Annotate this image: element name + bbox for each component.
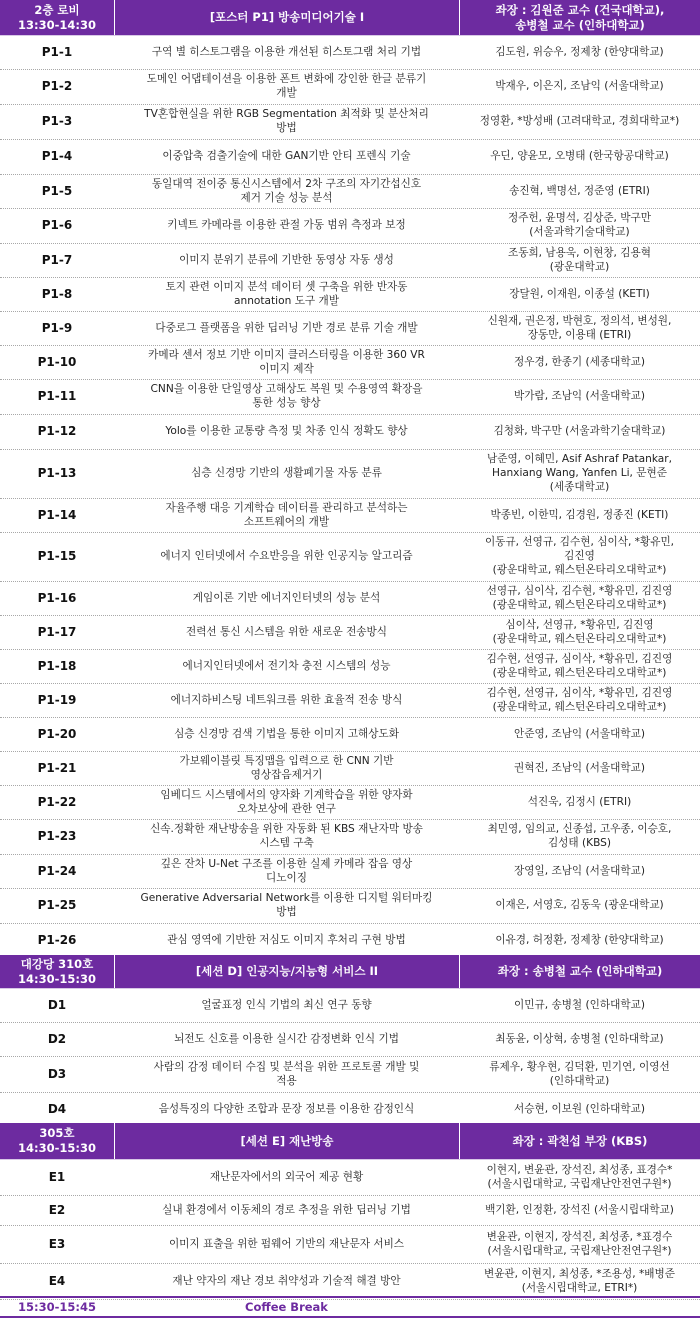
session-chair: 좌장 : 곽천섭 부장 (KBS) [459, 1123, 700, 1159]
paper-authors: 정영환, *방성배 (고려대학교, 경희대학교*) [479, 115, 680, 128]
paper-authors: 송진혁, 백명선, 정준영 (ETRI) [509, 184, 650, 197]
paper-authors: 박가람, 조남익 (서울대학교) [514, 390, 645, 403]
session-time: 대강당 310호 14:30-15:30 [18, 956, 96, 986]
paper-authors: 변윤관, 이현지, 장석진, 최성종, *표경수 (서울시립대학교, 국립재난안전연구원*) [486, 1230, 673, 1257]
table-row [0, 752, 700, 786]
paper-title: 키넥트 카메라를 이용한 관절 가동 범위 측정과 보정 [167, 219, 406, 232]
paper-title: 음성특징의 다양한 조합과 문장 정보를 이용한 감정인식 [158, 1103, 415, 1116]
table-row [0, 1196, 700, 1226]
paper-id: P1-5 [41, 183, 73, 198]
paper-title: TV혼합현실을 위한 RGB Segmentation 최적화 및 분산처리 방법 [144, 108, 429, 134]
paper-authors: 백기환, 인정환, 장석진 (서울시립대학교) [485, 1203, 674, 1216]
session-header [0, 955, 700, 989]
table-row [0, 1226, 700, 1264]
paper-title: 심층 신경망 검색 기법을 통한 이미지 고해상도화 [174, 727, 399, 740]
paper-id: D4 [47, 1102, 67, 1117]
paper-id: P1-16 [37, 590, 77, 605]
session-chair: 좌장 : 송병철 교수 (인하대학교) [459, 955, 700, 988]
table-row [0, 450, 700, 499]
paper-id: E2 [48, 1202, 66, 1217]
paper-id: E1 [48, 1169, 66, 1184]
table-row [0, 209, 700, 244]
table-row [0, 175, 700, 209]
paper-authors: 안준영, 조남익 (서울대학교) [514, 727, 645, 740]
paper-title: 사람의 감정 데이터 수집 및 분석을 위한 프로토콜 개발 및 적용 [153, 1060, 420, 1087]
paper-id: P1-26 [37, 933, 77, 948]
session-time: 2층 로비 13:30-14:30 [18, 2, 96, 32]
coffee-break-label: Coffee Break [245, 1299, 328, 1314]
coffee-break-time: 15:30-15:45 [18, 1299, 96, 1314]
paper-id: P1-3 [41, 114, 73, 129]
paper-authors: 남준영, 이혜민, Asif Ashraf Patankar, Hanxiang Wang, Yanfen Li, 문현준 (세종대학교) [486, 453, 673, 493]
session-header [0, 1123, 700, 1160]
paper-id: P1-15 [37, 549, 77, 564]
table-row [0, 1264, 700, 1300]
paper-title: 임베디드 시스템에서의 양자화 기계학습을 위한 양자화 오차보상에 관한 연구 [160, 788, 413, 815]
paper-id: P1-1 [41, 44, 73, 59]
paper-title: 에너지 인터넷에서 수요반응을 위한 인공지능 알고리즘 [160, 550, 413, 563]
table-row [0, 718, 700, 752]
paper-title: 도메인 어댑테이션을 이용한 폰트 변화에 강인한 한글 분류기 개발 [146, 73, 427, 99]
paper-id: P1-11 [37, 389, 77, 404]
table-row [0, 346, 700, 380]
paper-title: 이미지 표출을 위한 펌웨어 기반의 재난문자 서비스 [168, 1237, 405, 1250]
paper-title: 이미지 분위기 분류에 기반한 동영상 자동 생성 [179, 253, 394, 266]
paper-id: P1-9 [41, 320, 73, 335]
paper-title: 게임이론 기반 에너지인터넷의 성능 분석 [192, 591, 381, 604]
paper-id: P1-7 [41, 252, 73, 267]
paper-authors: 이현지, 변윤관, 장석진, 최성종, 표경수* (서울시립대학교, 국립재난안전연구원*) [486, 1163, 673, 1190]
paper-title: 카메라 센서 정보 기반 이미지 클러스터링을 이용한 360 VR 이미지 제작 [148, 348, 425, 375]
session-chair: 좌장 : 김원준 교수 (건국대학교), 송병철 교수 (인하대학교) [459, 0, 700, 35]
table-row [0, 1057, 700, 1093]
table-row [0, 70, 700, 105]
paper-title: 에너지하비스팅 네트워크를 위한 효율적 전송 방식 [170, 693, 403, 706]
paper-authors: 박종빈, 이한믹, 김경원, 정종진 (KETI) [490, 508, 669, 521]
paper-authors: 류제우, 황우현, 김덕환, 민기연, 이영선 (인하대학교) [489, 1060, 670, 1087]
paper-id: P1-13 [37, 466, 77, 481]
table-row [0, 380, 700, 415]
paper-title: 동일대역 전이중 통신시스템에서 2차 구조의 자기간섭신호 제거 기술 성능 분석 [151, 177, 422, 204]
paper-title: 뇌전도 신호를 이용한 실시간 감정변화 인식 기법 [174, 1032, 399, 1045]
paper-title: 얼굴표정 인식 기법의 최신 연구 동향 [201, 998, 372, 1011]
table-row [0, 855, 700, 889]
paper-id: P1-17 [37, 624, 77, 639]
paper-id: P1-18 [37, 658, 77, 673]
table-row [0, 889, 700, 924]
paper-id: D1 [47, 997, 67, 1012]
paper-title: 실내 환경에서 이동체의 경로 추정을 위한 딥러닝 기법 [162, 1203, 411, 1216]
paper-title: 심층 신경망 기반의 생활폐기물 자동 분류 [191, 467, 382, 480]
paper-title: 이중압축 검출기술에 대한 GAN기반 안티 포렌식 기술 [162, 150, 411, 163]
paper-authors: 심이삭, 선영규, *황유민, 김진영 (광운대학교, 웨스턴온타리오대학교*) [492, 618, 667, 645]
coffee-break-row [0, 1296, 700, 1318]
paper-id: P1-2 [41, 79, 73, 94]
paper-title: 재난문자에서의 외국어 제공 현황 [209, 1170, 364, 1183]
table-row [0, 499, 700, 533]
table-row [0, 36, 700, 70]
paper-authors: 김도원, 위승우, 정제창 (한양대학교) [495, 45, 664, 58]
table-row [0, 616, 700, 650]
paper-id: P1-19 [37, 692, 77, 707]
table-row [0, 582, 700, 616]
session-title: [세션 E] 재난방송 [114, 1123, 459, 1159]
table-row [0, 278, 700, 312]
table-row [0, 140, 700, 175]
paper-id: P1-8 [41, 286, 73, 301]
paper-title: 가보웨이블릿 특징맵을 입력으로 한 CNN 기반 영상잡음제거기 [179, 754, 394, 781]
session-title: [포스터 P1] 방송미디어기술 I [114, 0, 459, 35]
paper-id: P1-22 [37, 794, 77, 809]
paper-title: 신속.정확한 재난방송을 위한 자동화 된 KBS 재난자막 방송 시스템 구축 [150, 823, 423, 849]
paper-id: P1-23 [37, 829, 77, 844]
paper-authors: 김수현, 선영규, 심이삭, *황유민, 김진영 (광운대학교, 웨스턴온타리오대학교*) [486, 686, 673, 713]
table-row [0, 820, 700, 855]
paper-authors: 석진욱, 김정시 (ETRI) [527, 795, 632, 808]
paper-authors: 선영규, 심이삭, 김수현, *황유민, 김진영 (광운대학교, 웨스턴온타리오대학교*) [486, 584, 673, 611]
paper-title: 전력선 통신 시스템을 위한 새로운 전송방식 [185, 625, 388, 638]
table-row [0, 105, 700, 140]
paper-authors: 장달원, 이재원, 이종설 (KETI) [509, 287, 650, 300]
table-row [0, 1160, 700, 1196]
table-row [0, 533, 700, 582]
paper-id: P1-21 [37, 760, 77, 775]
table-row [0, 1023, 700, 1057]
paper-authors: 이민규, 송병철 (인하대학교) [514, 998, 645, 1011]
session-header [0, 0, 700, 36]
paper-authors: 정우경, 한종기 (세종대학교) [514, 355, 645, 368]
paper-title: Yolo를 이용한 교통량 측정 및 차종 인식 정확도 향상 [165, 425, 408, 438]
paper-authors: 서승현, 이보원 (인하대학교) [514, 1103, 645, 1116]
table-row [0, 989, 700, 1023]
paper-title: 관심 영역에 기반한 저심도 이미지 후처리 구현 방법 [167, 934, 406, 947]
session-time: 305호 14:30-15:30 [18, 1126, 96, 1155]
paper-authors: 변윤관, 이현지, 최성종, *조용성, *배병준 (서울시립대학교, ETRI*) [483, 1267, 676, 1294]
paper-id: P1-25 [37, 898, 77, 913]
table-row [0, 650, 700, 684]
paper-authors: 우딘, 양윤모, 오병태 (한국항공대학교) [490, 150, 669, 163]
paper-authors: 이동규, 선영규, 김수현, 심이삭, *황유민, 김진영 (광운대학교, 웨스턴온타리오대학교*) [484, 536, 675, 576]
paper-authors: 정주헌, 윤명석, 김상준, 박구만 (서울과학기술대학교) [507, 212, 651, 238]
paper-authors: 김수현, 선영규, 심이삭, *황유민, 김진영 (광운대학교, 웨스턴온타리오대학교*) [486, 652, 673, 679]
paper-id: P1-20 [37, 726, 77, 741]
paper-id: E4 [48, 1273, 66, 1288]
table-row [0, 786, 700, 820]
paper-title: 깊은 잔차 U-Net 구조를 이용한 실제 카메라 잡음 영상 디노이징 [160, 857, 413, 884]
paper-id: P1-14 [37, 507, 77, 522]
paper-id: P1-10 [37, 354, 77, 369]
paper-id: P1-4 [41, 149, 73, 164]
paper-authors: 조동희, 남용욱, 이현창, 김용혁 (광운대학교) [507, 246, 651, 273]
paper-title: CNN을 이용한 단일영상 고해상도 복원 및 수용영역 확장을 통한 성능 향상 [150, 383, 423, 409]
paper-authors: 최동윤, 이상혁, 송병철 (인하대학교) [495, 1032, 664, 1045]
table-row [0, 415, 700, 450]
paper-authors: 박재우, 이은지, 조남익 (서울대학교) [495, 80, 664, 93]
paper-title: 자율주행 대응 기계학습 데이터를 관리하고 분석하는 소프트웨어의 개발 [165, 501, 408, 528]
paper-authors: 신원재, 권은정, 박현호, 정의석, 변성원, 장동만, 이용태 (ETRI) [487, 314, 672, 341]
coffee-break-blank [459, 1298, 700, 1316]
paper-id: P1-24 [37, 863, 77, 878]
paper-id: D3 [47, 1066, 67, 1081]
paper-authors: 김청화, 박구만 (서울과학기술대학교) [493, 425, 666, 438]
session-title: [세션 D] 인공지능/지능형 서비스 II [114, 955, 459, 988]
paper-authors: 이유경, 허정환, 정제창 (한양대학교) [495, 934, 664, 947]
paper-id: P1-12 [37, 424, 77, 439]
paper-title: 다중로그 플랫폼을 위한 딥러닝 기반 경로 분류 기술 개발 [155, 321, 418, 334]
paper-authors: 권혁진, 조남익 (서울대학교) [514, 761, 645, 774]
table-row [0, 684, 700, 718]
paper-title: 토지 관련 이미지 분석 데이터 셋 구축을 위한 반자동 annotation 도구 개발 [165, 280, 408, 307]
table-row [0, 924, 700, 959]
paper-authors: 장영일, 조남익 (서울대학교) [514, 864, 645, 877]
paper-title: 구역 별 히스토그램을 이용한 개선된 히스토그램 처리 기법 [151, 45, 422, 58]
paper-authors: 최민영, 임의교, 신종섭, 고우종, 이승호, 김성태 (KBS) [487, 823, 672, 849]
paper-authors: 이재은, 서영호, 김동욱 (광운대학교) [495, 899, 664, 912]
paper-id: P1-6 [41, 218, 73, 233]
paper-title: Generative Adversarial Network를 이용한 디지털 워터마킹 방법 [140, 892, 433, 918]
paper-id: E3 [48, 1236, 66, 1251]
paper-title: 재난 약자의 재난 경보 취약성과 기술적 해결 방안 [172, 1274, 401, 1287]
paper-id: D2 [47, 1031, 67, 1046]
table-row [0, 244, 700, 278]
table-row [0, 312, 700, 346]
paper-title: 에너지인터넷에서 전기차 충전 시스템의 성능 [182, 659, 391, 672]
